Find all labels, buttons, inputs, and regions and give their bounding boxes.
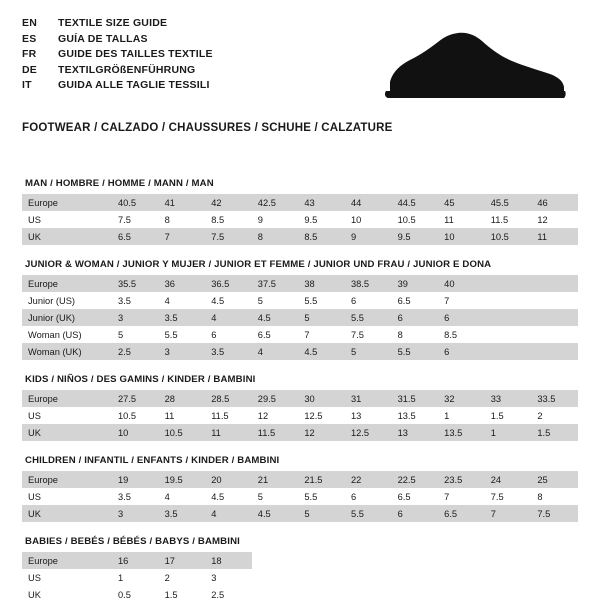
cell xyxy=(485,292,532,309)
cell: 30 xyxy=(298,390,345,407)
cell xyxy=(485,569,532,586)
cell: 24 xyxy=(485,471,532,488)
size-table-children xyxy=(22,471,578,522)
cell: 6.5 xyxy=(438,505,485,522)
cell: 8 xyxy=(252,228,299,245)
cell: 32 xyxy=(438,390,485,407)
cell: 11.5 xyxy=(485,211,532,228)
cell: 2 xyxy=(531,407,578,424)
cell: 36 xyxy=(159,275,206,292)
cell xyxy=(485,309,532,326)
cell: 10.5 xyxy=(392,211,439,228)
cell: 17 xyxy=(159,552,206,569)
cell: 7.5 xyxy=(112,211,159,228)
cell: 4.5 xyxy=(252,309,299,326)
table-row xyxy=(22,343,578,360)
cell: 3.5 xyxy=(159,505,206,522)
cell xyxy=(485,275,532,292)
cell: 31 xyxy=(345,390,392,407)
cell xyxy=(485,343,532,360)
cell: 6.5 xyxy=(392,488,439,505)
language-title: TEXTILGRÖßENFÜHRUNG xyxy=(58,63,196,76)
cell: 2.5 xyxy=(205,586,252,603)
cell: 4.5 xyxy=(252,505,299,522)
section-man xyxy=(22,178,578,245)
cell: 11.5 xyxy=(252,424,299,441)
cell: 11 xyxy=(159,407,206,424)
cell: 6 xyxy=(438,343,485,360)
cell: 7 xyxy=(159,228,206,245)
cell xyxy=(438,552,485,569)
row-label: Europe xyxy=(22,471,112,488)
cell: 31.5 xyxy=(392,390,439,407)
row-label: Europe xyxy=(22,552,112,569)
cell: 3.5 xyxy=(112,488,159,505)
cell: 6 xyxy=(392,309,439,326)
dress-shoe-icon xyxy=(372,30,572,104)
cell: 5.5 xyxy=(392,343,439,360)
cell xyxy=(485,552,532,569)
cell: 3.5 xyxy=(159,309,206,326)
cell: 7 xyxy=(485,505,532,522)
cell: 35.5 xyxy=(112,275,159,292)
cell xyxy=(531,552,578,569)
cell: 16 xyxy=(112,552,159,569)
table-row xyxy=(22,569,578,586)
table-row xyxy=(22,194,578,211)
table-row xyxy=(22,292,578,309)
cell: 45.5 xyxy=(485,194,532,211)
language-title: GUIDA ALLE TAGLIE TESSILI xyxy=(58,79,210,92)
cell: 11 xyxy=(438,211,485,228)
cell: 3.5 xyxy=(205,343,252,360)
row-label: Europe xyxy=(22,390,112,407)
size-table-kids xyxy=(22,390,578,441)
table-row xyxy=(22,326,578,343)
cell: 5.5 xyxy=(345,505,392,522)
cell xyxy=(252,552,299,569)
cell: 6 xyxy=(438,309,485,326)
cell: 13.5 xyxy=(438,424,485,441)
row-label: Woman (UK) xyxy=(22,343,112,360)
section-children xyxy=(22,455,578,522)
cell: 5 xyxy=(345,343,392,360)
table-row xyxy=(22,505,578,522)
cell: 8.5 xyxy=(298,228,345,245)
cell xyxy=(392,552,439,569)
cell: 8.5 xyxy=(438,326,485,343)
cell: 8 xyxy=(531,488,578,505)
cell: 4 xyxy=(205,309,252,326)
cell: 9 xyxy=(345,228,392,245)
cell xyxy=(438,569,485,586)
cell xyxy=(345,569,392,586)
cell: 7.5 xyxy=(485,488,532,505)
cell: 5 xyxy=(298,309,345,326)
cell xyxy=(531,343,578,360)
language-title-list xyxy=(22,16,213,94)
cell: 9 xyxy=(252,211,299,228)
cell: 9.5 xyxy=(298,211,345,228)
cell: 7.5 xyxy=(345,326,392,343)
cell: 6.5 xyxy=(252,326,299,343)
cell: 1.5 xyxy=(531,424,578,441)
cell xyxy=(531,586,578,603)
cell: 42.5 xyxy=(252,194,299,211)
table-row xyxy=(22,309,578,326)
cell: 6 xyxy=(205,326,252,343)
cell: 1 xyxy=(112,569,159,586)
cell: 6 xyxy=(345,292,392,309)
cell: 8 xyxy=(392,326,439,343)
cell xyxy=(252,586,299,603)
cell: 4.5 xyxy=(205,488,252,505)
cell: 1.5 xyxy=(159,586,206,603)
row-label: Woman (US) xyxy=(22,326,112,343)
cell: 20 xyxy=(205,471,252,488)
cell: 5 xyxy=(252,488,299,505)
language-row xyxy=(22,47,213,63)
cell: 3 xyxy=(205,569,252,586)
language-title: GUÍA DE TALLAS xyxy=(58,32,148,45)
row-label: Europe xyxy=(22,194,112,211)
section-title: KIDS / NIÑOS / DES GAMINS / KINDER / BAMBINI xyxy=(25,374,256,385)
cell: 5 xyxy=(112,326,159,343)
cell: 13 xyxy=(392,424,439,441)
cell: 13 xyxy=(345,407,392,424)
cell: 10.5 xyxy=(112,407,159,424)
size-table-junior-woman xyxy=(22,275,578,360)
language-row xyxy=(22,63,213,79)
cell: 1.5 xyxy=(485,407,532,424)
cell: 2 xyxy=(159,569,206,586)
cell: 6.5 xyxy=(392,292,439,309)
cell: 19.5 xyxy=(159,471,206,488)
cell: 6 xyxy=(392,505,439,522)
cell: 38.5 xyxy=(345,275,392,292)
cell: 27.5 xyxy=(112,390,159,407)
cell: 5.5 xyxy=(345,309,392,326)
cell xyxy=(345,552,392,569)
cell: 25 xyxy=(531,471,578,488)
cell: 33 xyxy=(485,390,532,407)
cell xyxy=(531,326,578,343)
cell xyxy=(438,586,485,603)
cell xyxy=(531,292,578,309)
row-label: UK xyxy=(22,505,112,522)
cell: 3 xyxy=(112,309,159,326)
cell: 11 xyxy=(205,424,252,441)
cell: 19 xyxy=(112,471,159,488)
cell: 28 xyxy=(159,390,206,407)
cell xyxy=(485,326,532,343)
language-title: GUIDE DES TAILLES TEXTILE xyxy=(58,48,213,61)
cell: 29.5 xyxy=(252,390,299,407)
row-label: UK xyxy=(22,586,112,603)
language-row xyxy=(22,32,213,48)
table-row xyxy=(22,211,578,228)
cell: 11.5 xyxy=(205,407,252,424)
cell: 41 xyxy=(159,194,206,211)
cell: 4 xyxy=(159,488,206,505)
cell: 7 xyxy=(298,326,345,343)
cell xyxy=(298,586,345,603)
cell xyxy=(485,586,532,603)
row-label: UK xyxy=(22,424,112,441)
cell: 4.5 xyxy=(205,292,252,309)
cell: 4 xyxy=(252,343,299,360)
cell: 18 xyxy=(205,552,252,569)
cell: 33.5 xyxy=(531,390,578,407)
language-code: EN xyxy=(22,17,37,29)
cell: 21 xyxy=(252,471,299,488)
cell: 5 xyxy=(298,505,345,522)
cell xyxy=(531,309,578,326)
language-row xyxy=(22,16,213,32)
cell: 10 xyxy=(345,211,392,228)
cell: 46 xyxy=(531,194,578,211)
cell: 5.5 xyxy=(298,292,345,309)
language-row xyxy=(22,78,213,94)
cell xyxy=(298,569,345,586)
language-title: TEXTILE SIZE GUIDE xyxy=(58,17,168,29)
cell: 22 xyxy=(345,471,392,488)
cell xyxy=(345,586,392,603)
section-title: MAN / HOMBRE / HOMME / MANN / MAN xyxy=(25,178,214,189)
cell: 39 xyxy=(392,275,439,292)
language-code: IT xyxy=(22,79,32,92)
cell xyxy=(252,569,299,586)
cell: 21.5 xyxy=(298,471,345,488)
table-row xyxy=(22,471,578,488)
table-row xyxy=(22,228,578,245)
cell: 7 xyxy=(438,292,485,309)
cell xyxy=(531,275,578,292)
row-label: US xyxy=(22,211,112,228)
cell: 12 xyxy=(531,211,578,228)
cell xyxy=(392,586,439,603)
cell xyxy=(531,569,578,586)
table-row xyxy=(22,407,578,424)
language-code: ES xyxy=(22,32,37,45)
table-row xyxy=(22,586,578,603)
cell: 45 xyxy=(438,194,485,211)
row-label: US xyxy=(22,407,112,424)
cell: 4 xyxy=(159,292,206,309)
cell: 5.5 xyxy=(298,488,345,505)
cell: 1 xyxy=(438,407,485,424)
cell: 40 xyxy=(438,275,485,292)
cell: 44 xyxy=(345,194,392,211)
size-table-babies xyxy=(22,552,578,603)
cell: 5 xyxy=(252,292,299,309)
cell: 12 xyxy=(298,424,345,441)
cell: 7.5 xyxy=(531,505,578,522)
section-kids xyxy=(22,374,578,441)
cell: 11 xyxy=(531,228,578,245)
cell: 6.5 xyxy=(112,228,159,245)
cell: 2.5 xyxy=(112,343,159,360)
cell: 1 xyxy=(485,424,532,441)
cell: 44.5 xyxy=(392,194,439,211)
table-row xyxy=(22,390,578,407)
cell: 5.5 xyxy=(159,326,206,343)
row-label: US xyxy=(22,569,112,586)
row-label: Junior (US) xyxy=(22,292,112,309)
cell: 40.5 xyxy=(112,194,159,211)
cell xyxy=(298,552,345,569)
row-label: Europe xyxy=(22,275,112,292)
page-header xyxy=(22,16,578,108)
cell: 7 xyxy=(438,488,485,505)
cell: 3.5 xyxy=(112,292,159,309)
cell: 10.5 xyxy=(485,228,532,245)
table-row xyxy=(22,552,578,569)
cell: 12 xyxy=(252,407,299,424)
cell: 37.5 xyxy=(252,275,299,292)
cell: 28.5 xyxy=(205,390,252,407)
cell: 3 xyxy=(112,505,159,522)
cell: 4 xyxy=(205,505,252,522)
cell: 12.5 xyxy=(298,407,345,424)
cell: 10 xyxy=(438,228,485,245)
language-code: DE xyxy=(22,63,37,76)
cell: 6 xyxy=(345,488,392,505)
section-babies xyxy=(22,536,578,603)
table-row xyxy=(22,488,578,505)
cell: 36.5 xyxy=(205,275,252,292)
cell: 13.5 xyxy=(392,407,439,424)
cell: 8.5 xyxy=(205,211,252,228)
cell: 38 xyxy=(298,275,345,292)
cell: 43 xyxy=(298,194,345,211)
cell: 12.5 xyxy=(345,424,392,441)
size-table-man xyxy=(22,194,578,245)
cell: 22.5 xyxy=(392,471,439,488)
table-row xyxy=(22,275,578,292)
cell: 0.5 xyxy=(112,586,159,603)
cell xyxy=(392,569,439,586)
cell: 10.5 xyxy=(159,424,206,441)
section-title: JUNIOR & WOMAN / JUNIOR Y MUJER / JUNIOR ET FEMME / JUNIOR UND FRAU / JUNIOR E DONA xyxy=(25,259,492,270)
footwear-category-line: FOOTWEAR / CALZADO / CHAUSSURES / SCHUHE / CALZATURE xyxy=(22,122,393,134)
section-title: CHILDREN / INFANTIL / ENFANTS / KINDER / BAMBINI xyxy=(25,455,280,466)
cell: 10 xyxy=(112,424,159,441)
row-label: Junior (UK) xyxy=(22,309,112,326)
section-title: BABIES / BEBÉS / BÉBÉS / BABYS / BAMBINI xyxy=(25,536,240,547)
row-label: US xyxy=(22,488,112,505)
table-row xyxy=(22,424,578,441)
cell: 3 xyxy=(159,343,206,360)
section-junior-woman xyxy=(22,259,578,360)
cell: 42 xyxy=(205,194,252,211)
language-code: FR xyxy=(22,48,37,61)
cell: 23.5 xyxy=(438,471,485,488)
cell: 4.5 xyxy=(298,343,345,360)
cell: 9.5 xyxy=(392,228,439,245)
cell: 7.5 xyxy=(205,228,252,245)
row-label: UK xyxy=(22,228,112,245)
cell: 8 xyxy=(159,211,206,228)
